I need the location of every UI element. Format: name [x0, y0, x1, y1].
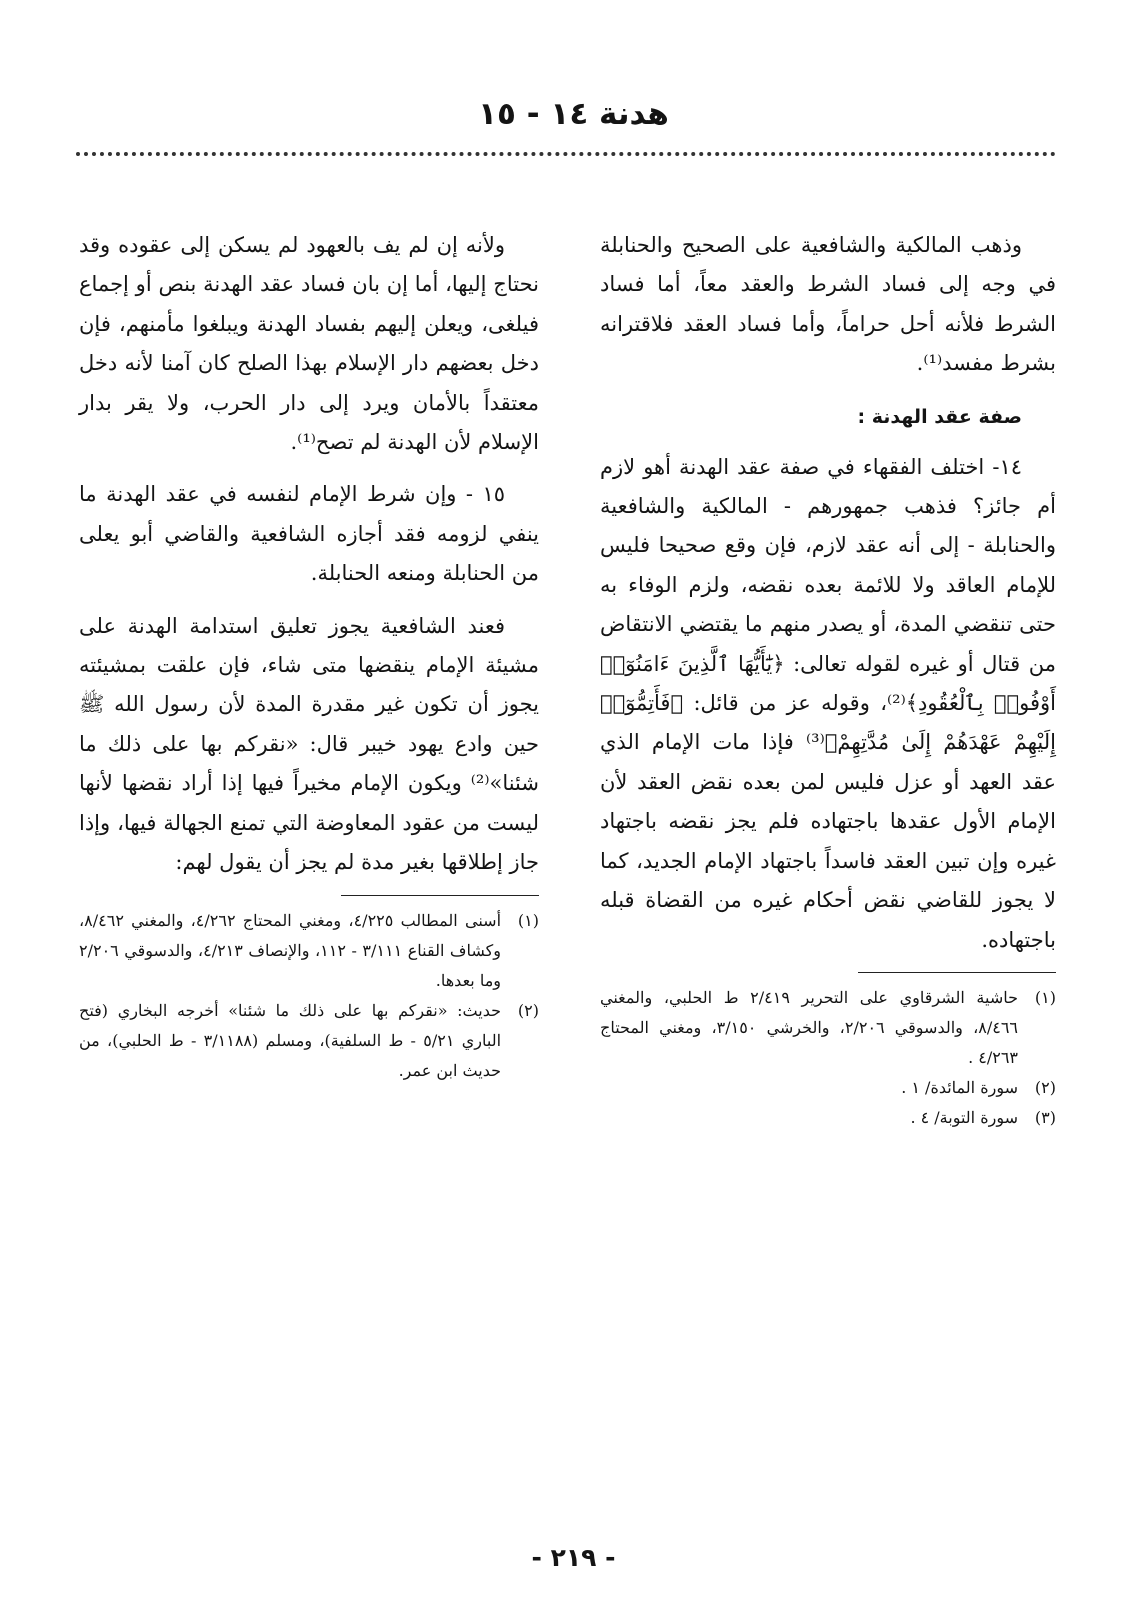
- footnote: [600, 983, 1056, 1073]
- footnote-text: سورة التوبة/ ٤ .: [910, 1107, 1018, 1127]
- page-number: - ٢١٩ -: [531, 1543, 616, 1572]
- footnote: [79, 906, 539, 996]
- footnote-number: (١): [1034, 987, 1056, 1007]
- footnote-text: حديث: «نقركم بها على ذلك ما شئنا» أخرجه البخاري (فتح الباري ٥/٢١ - ط السلفية)، ومسلم (٣/١١٨٨ - ط الحلبي)، من حديث ابن عمر.: [79, 1000, 502, 1080]
- right-column: [600, 226, 1056, 1133]
- footnote: [600, 1073, 1056, 1103]
- right-paragraph-1: وذهب المالكية والشافعية على الصحيح والحنابلة في وجه إلى فساد الشرط والعقد معاً، أما فساد الشرط فلأنه أحل حراماً، وأما فساد العقد فلاقترانه بشرط مفسد⁽¹⁾.: [600, 233, 1056, 376]
- left-footnotes: [79, 906, 539, 1086]
- page-title: هدنة ١٤ - ١٥: [478, 96, 669, 132]
- footnote: [600, 1103, 1056, 1133]
- left-paragraph-2: ١٥ - وإن شرط الإمام لنفسه في عقد الهدنة ما ينفي لزومه فقد أجازه الشافعية والقاضي أبو يعلى من الحنابلة ومنعه الحنابلة.: [79, 482, 540, 586]
- left-column: [79, 226, 539, 1086]
- left-paragraph-1: ولأنه إن لم يف بالعهود لم يسكن إلى عقوده وقد نحتاج إليها، أما إن بان فساد عقد الهدنة بنص أو إجماع فيلغى، ويعلن إليهم بفساد الهدنة ويبلغوا مأمنهم، فإن دخل بعضهم دار الإسلام بهذا الصلح كان آمنا لأنه دخل معتقداً بالأمان ويرد إلى دار الحرب، ولا يقر بدار الإسلام لأن الهدنة لم تصح⁽¹⁾.: [79, 233, 539, 455]
- header-dotted-divider: [76, 152, 1056, 156]
- footnotes-divider: [341, 895, 539, 896]
- section-heading: صفة عقد الهدنة :: [857, 405, 1022, 428]
- footnote-number: (٢): [1034, 1077, 1056, 1097]
- footnote-text: سورة المائدة/ ١ .: [901, 1077, 1018, 1097]
- right-paragraph-2: ١٤- اختلف الفقهاء في صفة عقد الهدنة أهو لازم أم جائز؟ فذهب جمهورهم - المالكية والشافعية والحنابلة - إلى أنه عقد لازم، فإن وقع صحيحا فليس للإمام العاقد ولا للائمة بعده نقضه، ولزم الوفاء به حتى تنقضي المدة، أو يصدر منهم ما يقتضي الانتقاض من قتال أو غيره لقوله تعالى: ﴿يَٰٓأَيُّهَا ٱلَّذِينَ ءَامَنُوٓا۟ أَوْفُوا۟ بِٱلْعُقُودِ﴾⁽²⁾، وقوله عز من قائل: ﴿فَأَتِمُّوٓا۟ إِلَيْهِمْ عَهْدَهُمْ إِلَىٰ مُدَّتِهِمْ﴾⁽³⁾ فإذا مات الإمام الذي عقد العهد أو عزل فليس لمن بعده نقض العقد لأن الإمام الأول عقدها باجتهاده فلم يجز نقضه باجتهاد غيره وإن تبين العقد فاسداً باجتهاد الإمام الجديد، كما لا يجوز للقاضي نقض أحكام غيره من القضاة قبله باجتهاده.: [600, 454, 1056, 952]
- footnote-text: حاشية الشرقاوي على التحرير ٢/٤١٩ ط الحلبي، والمغني ٨/٤٦٦، والدسوقي ٢/٢٠٦، والخرشي ٣/١٥٠، ومغني المحتاج ٤/٢٦٣ .: [600, 987, 1019, 1067]
- footnote: [79, 996, 539, 1086]
- footnote-text: أسنى المطالب ٤/٢٢٥، ومغني المحتاج ٤/٢٦٢، والمغني ٨/٤٦٢، وكشاف القناع ٣/١١١ - ١١٢، والإنصاف ٤/٢١٣، والدسوقي ٢/٢٠٦ وما بعدها.: [79, 910, 502, 990]
- footnote-number: (١): [517, 910, 539, 930]
- footnotes-divider: [858, 972, 1056, 973]
- footnote-number: (٣): [1034, 1107, 1056, 1127]
- right-footnotes: [600, 983, 1056, 1133]
- footnote-number: (٢): [517, 1000, 539, 1020]
- left-paragraph-3: فعند الشافعية يجوز تعليق استدامة الهدنة على مشيئة الإمام ينقضها متى شاء، فإن علقت بمشيئته يجوز أن تكون غير مقدرة المدة لأن رسول الله ﷺ حين وادع يهود خيبر قال: «نقركم بها على ذلك ما شئنا»⁽²⁾ ويكون الإمام مخيراً فيها إذا أراد نقضها لأنها ليست من عقود المعاوضة التي تمنع الجهالة فيها، وإذا جاز إطلاقها بغير مدة لم يجز أن يقول لهم:: [79, 613, 539, 875]
